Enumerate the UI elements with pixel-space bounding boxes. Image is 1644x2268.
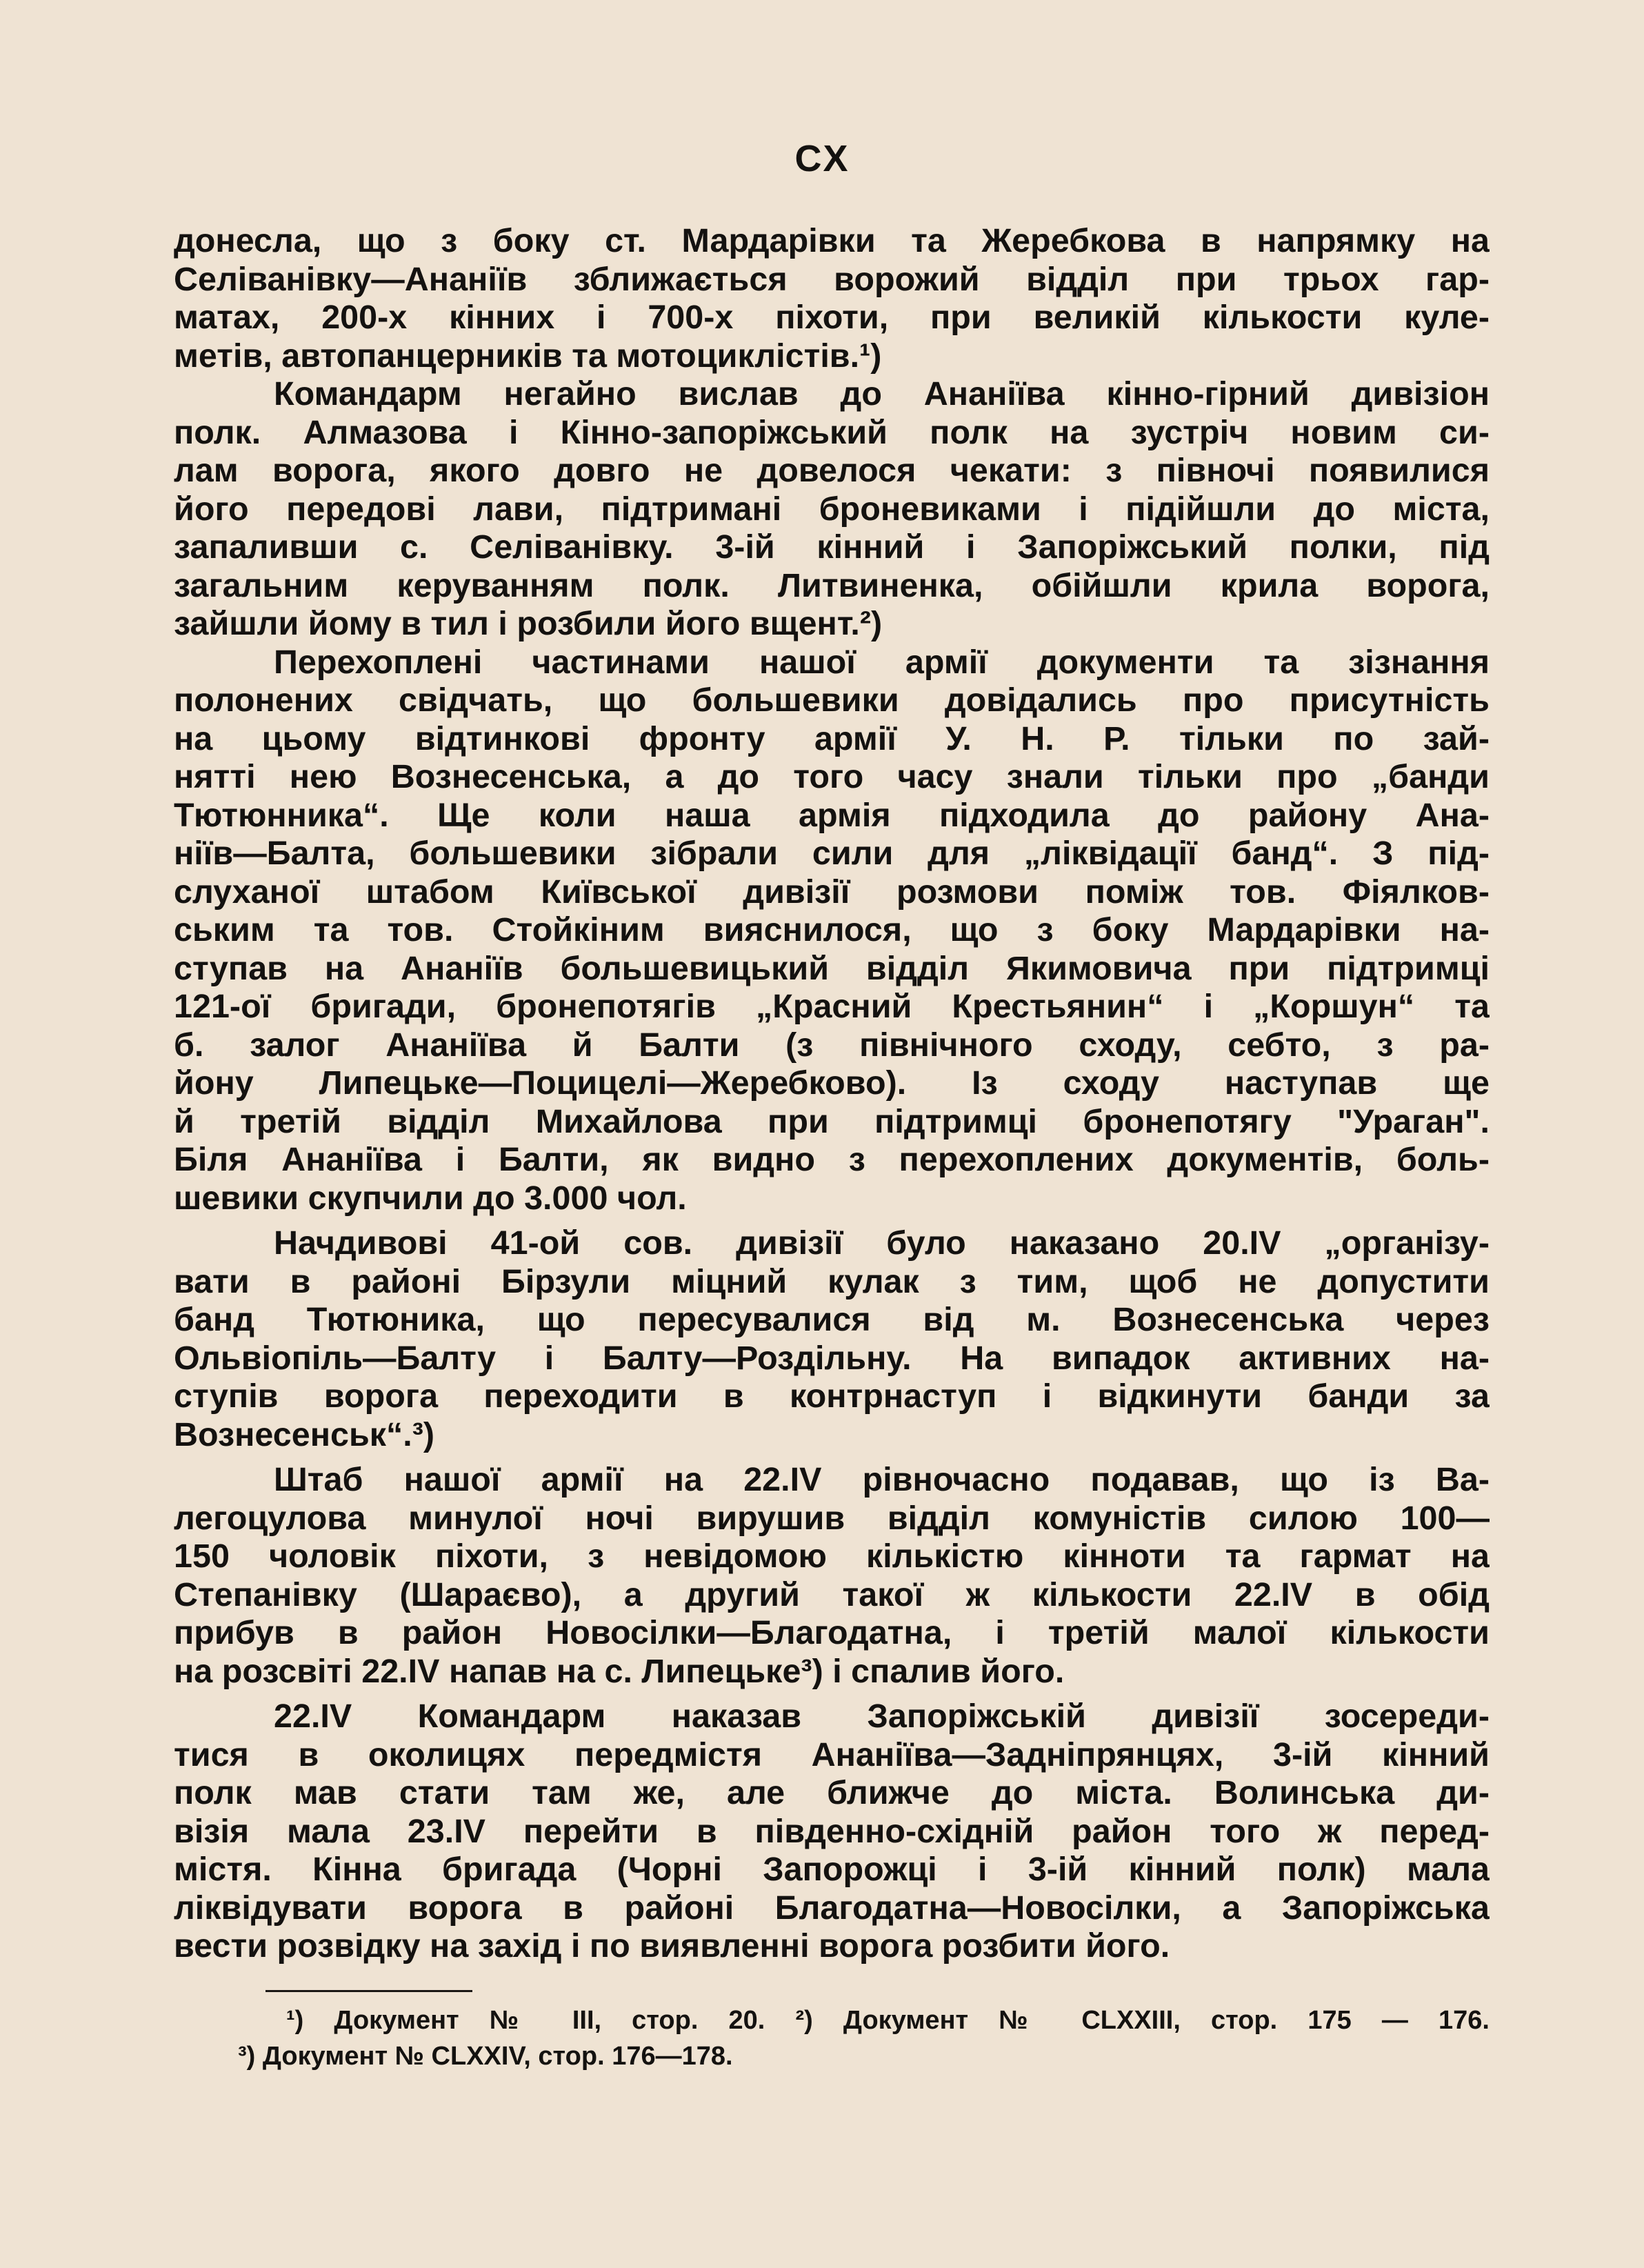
text-line: донесла, що з боку ст. Мардарівки та Жеребкова в напрямку на <box>174 222 1490 259</box>
text-line: Перехоплені частинами нашої армії документи та зізнання <box>274 643 1490 681</box>
paragraph-gap <box>174 1217 1490 1224</box>
text-line: тися в околицях передмістя Ананіїва—Задніпрянцях, 3-ій кінний <box>174 1735 1490 1773</box>
text-line: Біля Ананіїва і Балти, як видно з перехоплених документів, боль- <box>174 1141 1490 1178</box>
text-line: б. залог Ананіїва й Балти (з північного сходу, себто, з ра- <box>174 1026 1490 1064</box>
text-line: шевики скупчили до 3.000 чол. <box>174 1179 687 1217</box>
text-line: зайшли йому в тил і розбили його вщент.²) <box>174 605 883 642</box>
text-line: ським та тов. Стойкіним вияснилося, що з боку Мардарівки на- <box>174 911 1490 948</box>
text-line: прибув в район Новосілки—Благодатна, і третій малої кількости <box>174 1614 1490 1651</box>
text-line: полк. Алмазова і Кінно-запоріжський полк на зустріч новим си- <box>174 413 1490 451</box>
text-line: банд Тютюника, що пересувалися від м. Вознесенська через <box>174 1301 1490 1338</box>
text-line: 121-ої бригади, бронепотягів „Красний Крестьянин“ і „Коршун“ та <box>174 988 1490 1025</box>
text-line: матах, 200-х кінних і 700-х піхоти, при великій кількости куле- <box>174 299 1490 336</box>
text-line: Начдивові 41-ой сов. дивізії було наказано 20.IV „організу- <box>274 1224 1490 1262</box>
paragraph-gap <box>174 1454 1490 1461</box>
text-line: Тютюнника“. Ще коли наша армія підходила до району Ана- <box>174 796 1490 834</box>
text-line: ступав на Ананіїв большевицький відділ Якимовича при підтримці <box>174 949 1490 987</box>
text-line: Командарм негайно вислав до Ананіїва кінно-гірний дивізіон <box>274 375 1490 412</box>
footnote-line: ³) Документ № CLXXIV, стор. 176—178. <box>238 2042 733 2071</box>
footnotes <box>238 2002 1490 2074</box>
text-line: 22.IV Командарм наказав Запоріжській дивізії зосереди- <box>274 1698 1490 1735</box>
text-line: на цьому відтинкові фронту армії У. Н. Р. тільки по зай- <box>174 719 1490 757</box>
text-line: слуханої штабом Київської дивізії розмови поміж тов. Фіялков- <box>174 873 1490 911</box>
paragraph <box>174 375 1490 644</box>
text-line: ліквідувати ворога в районі Благодатна—Новосілки, а Запоріжська <box>174 1889 1490 1927</box>
text-line: полк мав стати там же, але ближче до міста. Волинська ди- <box>174 1774 1490 1811</box>
text-line: містя. Кінна бригада (Чорні Запорожці і 3-ій кінний полк) мала <box>174 1851 1490 1888</box>
text-line: Степанівку (Шараєво), а другий такої ж кількости 22.IV в обід <box>174 1575 1490 1613</box>
text-line: легоцулова минулої ночі вирушив відділ комуністів силою 100— <box>174 1499 1490 1537</box>
text-line: полонених свідчать, що большевики довідались про присутність <box>174 682 1490 719</box>
paragraph <box>174 644 1490 1218</box>
text-line: метів, автопанцерників та мотоциклістів.¹) <box>174 337 882 375</box>
footnote-divider <box>265 1990 472 1992</box>
paragraph <box>174 1461 1490 1691</box>
text-line: 150 чоловік піхоти, з невідомою кількістю кінноти та гармат на <box>174 1538 1490 1575</box>
paragraph-gap <box>174 1691 1490 1698</box>
text-line: вати в районі Бірзули міцний кулак з тим, щоб не допустити <box>174 1262 1490 1300</box>
text-line: лам ворога, якого довго не довелося чекати: з півночі появилися <box>174 452 1490 489</box>
paragraph <box>174 1698 1490 1966</box>
text-line: Штаб нашої армії на 22.IV рівночасно подавав, що із Ва- <box>274 1461 1490 1498</box>
text-line: загальним керуванням полк. Литвиненка, обійшли крила ворога, <box>174 566 1490 604</box>
paragraph <box>174 222 1490 375</box>
text-line: вести розвідку на захід і по виявленні ворога розбити його. <box>174 1927 1170 1964</box>
text-line: запаливши с. Селіванівку. 3-ій кінний і Запоріжський полки, під <box>174 528 1490 566</box>
footnote-line: ¹) Документ № III, стор. 20. ²) Документ № CLXXIII, стор. 175 — 176. <box>286 2006 1490 2035</box>
text-line: його передові лави, підтримані броневиками і підійшли до міста, <box>174 490 1490 528</box>
text-line: й третій відділ Михайлова при підтримці бронепотягу "Ураган". <box>174 1102 1490 1140</box>
text-line: йону Липецьке—Поцицелі—Жеребково). Із сходу наступав ще <box>174 1064 1490 1102</box>
text-line: на розсвіті 22.IV напав на с. Липецьке³) і спалив його. <box>174 1652 1065 1690</box>
text-line: Вознесенськ“.³) <box>174 1415 435 1453</box>
text-line: нятті нею Вознесенська, а до того часу знали тільки про „банди <box>174 758 1490 795</box>
text-line: ступів ворога переходити в контрнаступ і відкинути банди за <box>174 1377 1490 1415</box>
text-line: ніїв—Балта, большевики зібрали сили для „ліквідації банд“. З під- <box>174 835 1490 872</box>
page-number: CX <box>794 138 850 179</box>
text-line: Ольвіопіль—Балту і Балту—Роздільну. На випадок активних на- <box>174 1339 1490 1377</box>
text-line: Селіванівку—Ананіїв зближається ворожий відділ при трьох гар- <box>174 260 1490 298</box>
body-text <box>174 222 1490 1966</box>
text-line: візія мала 23.IV перейти в південно-східній район того ж перед- <box>174 1812 1490 1850</box>
paragraph <box>174 1224 1490 1454</box>
